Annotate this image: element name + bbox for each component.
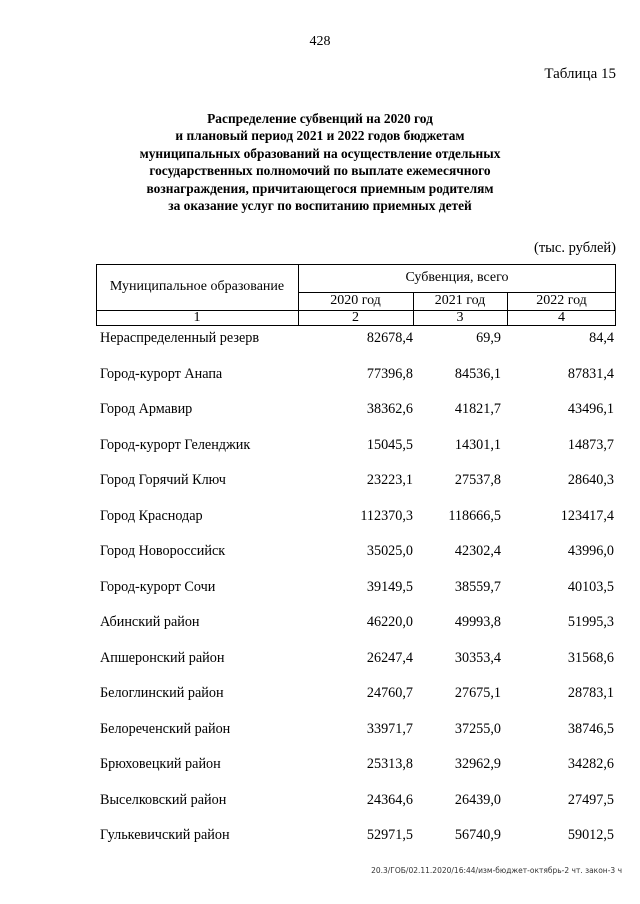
value-2020: 112370,3 — [360, 507, 413, 524]
value-2021: 118666,5 — [448, 507, 501, 524]
units-note: (тыс. рублей) — [534, 240, 616, 256]
title-line: за оказание услуг по воспитанию приемных детей — [168, 198, 472, 214]
municipality-name: Гулькевичский район — [100, 827, 230, 843]
table-row — [96, 575, 616, 611]
municipality-name: Белореченский район — [100, 720, 231, 737]
value-2022: 123417,4 — [560, 507, 614, 524]
value-2022: 43996,0 — [567, 543, 614, 559]
value-2021: 49993,8 — [454, 614, 501, 630]
value-2022: 28640,3 — [567, 472, 614, 488]
column-number: 3 — [456, 310, 464, 325]
value-2022: 59012,5 — [567, 827, 614, 843]
value-2022: 40103,5 — [567, 578, 614, 595]
value-2020: 38362,6 — [366, 401, 413, 417]
document-title — [60, 110, 580, 214]
title-line: муниципальных образований на осуществление отдельных — [139, 145, 501, 161]
value-2020: 25313,8 — [366, 756, 413, 772]
value-2020: 24760,7 — [366, 685, 413, 701]
column-number: 2 — [352, 310, 359, 325]
municipality-name: Город Краснодар — [100, 507, 203, 524]
table-row — [96, 788, 616, 824]
value-2021: 84536,1 — [454, 365, 501, 382]
value-2022: 84,4 — [589, 330, 614, 346]
municipality-name: Город-курорт Геленджик — [100, 436, 251, 453]
value-2020: 23223,1 — [366, 472, 413, 488]
table-row — [96, 717, 616, 753]
title-line: Распределение субвенций на 2020 год — [207, 111, 433, 126]
value-2022: 28783,1 — [567, 685, 614, 701]
value-2020: 15045,5 — [366, 436, 413, 453]
column-number: 4 — [558, 310, 565, 325]
municipality-name: Брюховецкий район — [100, 756, 221, 772]
table-label: Таблица 15 — [544, 66, 616, 82]
table-row — [96, 326, 616, 362]
table-row — [96, 681, 616, 717]
value-2020: 26247,4 — [366, 649, 413, 666]
header-year-2020: 2020 год — [330, 293, 381, 308]
table-row — [96, 539, 616, 575]
header-year-2021: 2021 год — [434, 293, 486, 308]
header-municipality: Муниципальное образование — [109, 279, 285, 294]
header-year-2022: 2022 год — [536, 293, 587, 308]
table-row — [96, 397, 616, 433]
value-2021: 42302,4 — [454, 543, 501, 559]
value-2020: 39149,5 — [366, 578, 413, 595]
value-2021: 38559,7 — [454, 578, 501, 595]
value-2022: 14873,7 — [567, 436, 614, 453]
table-header — [96, 264, 616, 326]
value-2021: 14301,1 — [454, 436, 501, 453]
header-subvention-total: Субвенция, всего — [405, 270, 509, 285]
page-number: 428 — [309, 34, 331, 49]
value-2022: 34282,6 — [567, 756, 614, 772]
municipality-name: Город Новороссийск — [100, 543, 226, 559]
header-top-border — [96, 264, 616, 265]
value-2021: 27675,1 — [454, 685, 501, 701]
value-2022: 51995,3 — [567, 614, 614, 630]
value-2021: 41821,7 — [454, 401, 501, 417]
value-2020: 82678,4 — [366, 330, 413, 346]
table-row — [96, 433, 616, 469]
title-line: государственных полномочий по выплате ежемесячного — [149, 163, 491, 179]
value-2020: 46220,0 — [366, 614, 413, 630]
municipality-name: Выселковский район — [100, 791, 227, 808]
municipality-name: Абинский район — [100, 614, 200, 630]
municipality-name: Белоглинский район — [100, 685, 224, 701]
value-2020: 24364,6 — [366, 791, 413, 808]
municipality-name: Город-курорт Сочи — [100, 578, 216, 595]
value-2020: 52971,5 — [366, 827, 413, 843]
value-2021: 30353,4 — [454, 649, 501, 666]
table-row — [96, 646, 616, 682]
table-row — [96, 362, 616, 398]
value-2022: 38746,5 — [567, 720, 614, 737]
value-2021: 37255,0 — [454, 720, 501, 737]
value-2022: 31568,6 — [567, 649, 614, 666]
title-line: вознаграждения, причитающегося приемным родителям — [146, 180, 494, 196]
municipality-name: Нераспределенный резерв — [100, 330, 260, 346]
value-2020: 77396,8 — [366, 365, 413, 382]
table-row — [96, 468, 616, 504]
municipality-name: Апшеронский район — [100, 649, 225, 666]
table-body — [96, 326, 616, 859]
value-2022: 87831,4 — [567, 365, 614, 382]
value-2020: 35025,0 — [366, 543, 413, 559]
value-2022: 43496,1 — [567, 401, 614, 417]
value-2021: 69,9 — [476, 330, 501, 346]
value-2021: 32962,9 — [454, 756, 501, 772]
table-row — [96, 610, 616, 646]
title-line: и плановый период 2021 и 2022 годов бюджетам — [175, 128, 465, 144]
table-row — [96, 504, 616, 540]
value-2021: 56740,9 — [454, 827, 501, 843]
value-2020: 33971,7 — [366, 720, 413, 737]
municipality-name: Город Горячий Ключ — [100, 472, 226, 488]
footer-stamp: 20.3/ГОБ/02.11.2020/16:44/изм-бюджет-октябрь-2 чт. закон-3 ч — [371, 866, 622, 875]
column-number: 1 — [193, 310, 201, 325]
value-2022: 27497,5 — [567, 791, 614, 808]
table-row — [96, 752, 616, 788]
value-2021: 27537,8 — [454, 472, 501, 488]
table-row — [96, 823, 616, 859]
value-2021: 26439,0 — [454, 791, 501, 808]
municipality-name: Город Армавир — [100, 401, 193, 417]
municipality-name: Город-курорт Анапа — [100, 365, 223, 382]
